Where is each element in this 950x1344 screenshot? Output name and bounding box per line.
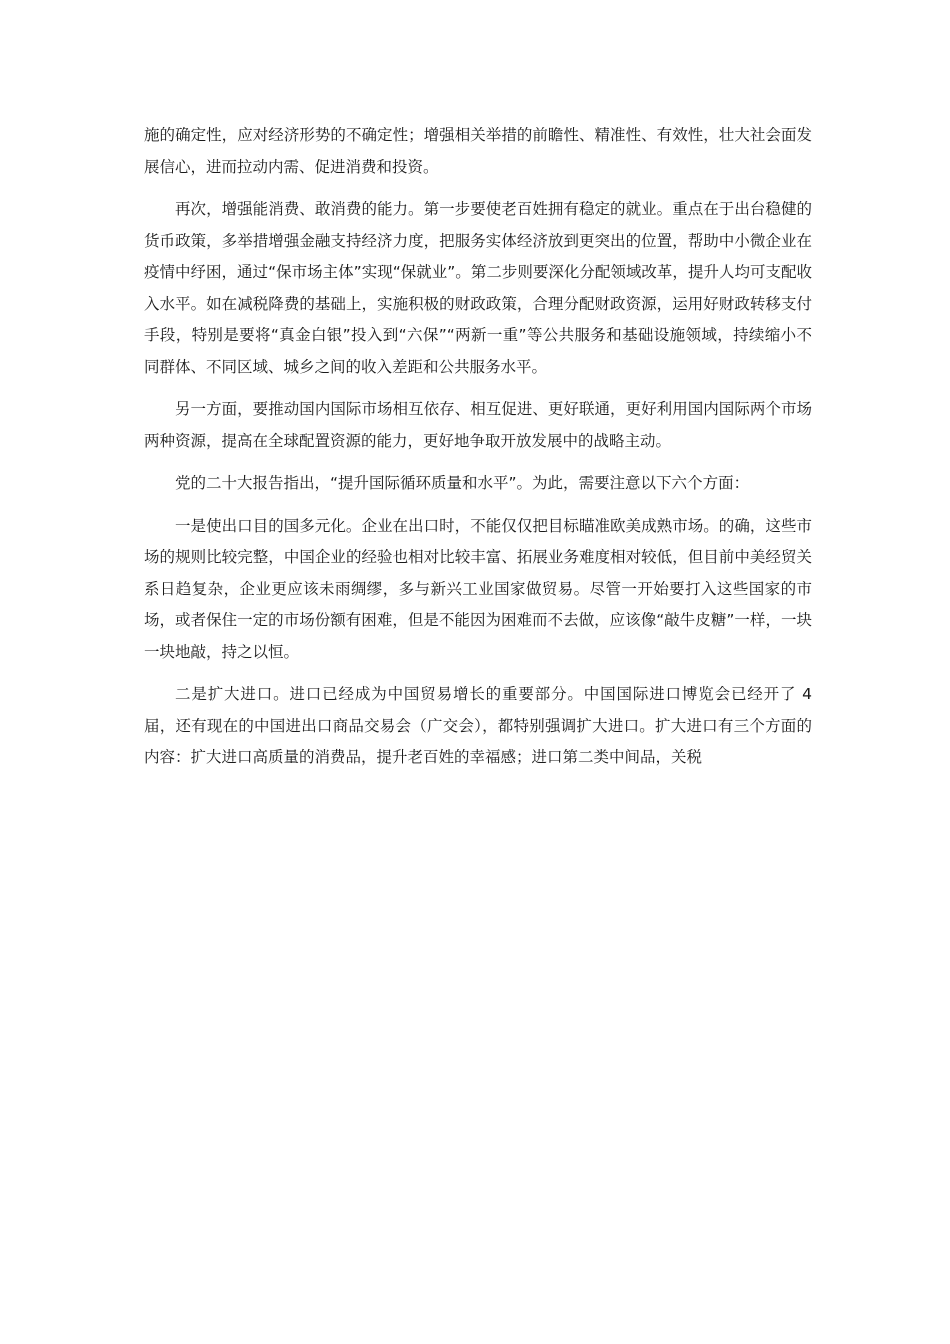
paragraph-continuation: 施的确定性，应对经济形势的不确定性；增强相关举措的前瞻性、精准性、有效性，壮大社会面发展信心，进而拉动内需、促进消费和投资。 bbox=[144, 126, 812, 176]
paragraph-twentieth-congress: 党的二十大报告指出，“提升国际循环质量和水平”。为此，需要注意以下六个方面： bbox=[175, 474, 750, 492]
document-body bbox=[144, 120, 812, 785]
paragraph-consumption-ability: 再次，增强能消费、敢消费的能力。第一步要使老百姓拥有稳定的就业。重点在于出台稳健的货币政策，多举措增强金融支持经济力度，把服务实体经济放到更突出的位置，帮助中小微企业在疫情中纾困，通过“保市场主体”实现“保就业”。第二步则要深化分配领域改革，提升人均可支配收入水平。如在减税降费的基础上，实施积极的财政政策，合理分配财政资源，运用好财政转移支付手段，特别是要将“真金白银”投入到“六保”“两新一重”等公共服务和基础设施领域，持续缩小不同群体、不同区域、城乡之间的收入差距和公共服务水平。 bbox=[144, 200, 812, 376]
paragraph-market-linkage: 另一方面，要推动国内国际市场相互依存、相互促进、更好联通，更好利用国内国际两个市场两种资源，提高在全球配置资源的能力，更好地争取开放发展中的战略主动。 bbox=[144, 400, 812, 450]
paragraph-export-diversification: 一是使出口目的国多元化。企业在出口时，不能仅仅把目标瞄准欧美成熟市场。的确，这些市场的规则比较完整，中国企业的经验也相对比较丰富、拓展业务难度相对较低，但目前中美经贸关系日趋复杂，企业更应该未雨绸缪，多与新兴工业国家做贸易。尽管一开始要打入这些国家的市场，或者保住一定的市场份额有困难，但是不能因为困难而不去做，应该像“敲牛皮糖”一样，一块一块地敲，持之以恒。 bbox=[144, 516, 812, 661]
paragraph-expand-imports: 二是扩大进口。进口已经成为中国贸易增长的重要部分。中国国际进口博览会已经开了 4 届，还有现在的中国进出口商品交易会（广交会），都特别强调扩大进口。扩大进口有三个方面的内容：扩大进口高质量的消费品，提升老百姓的幸福感；进口第二类中间品，关税 bbox=[144, 685, 812, 766]
